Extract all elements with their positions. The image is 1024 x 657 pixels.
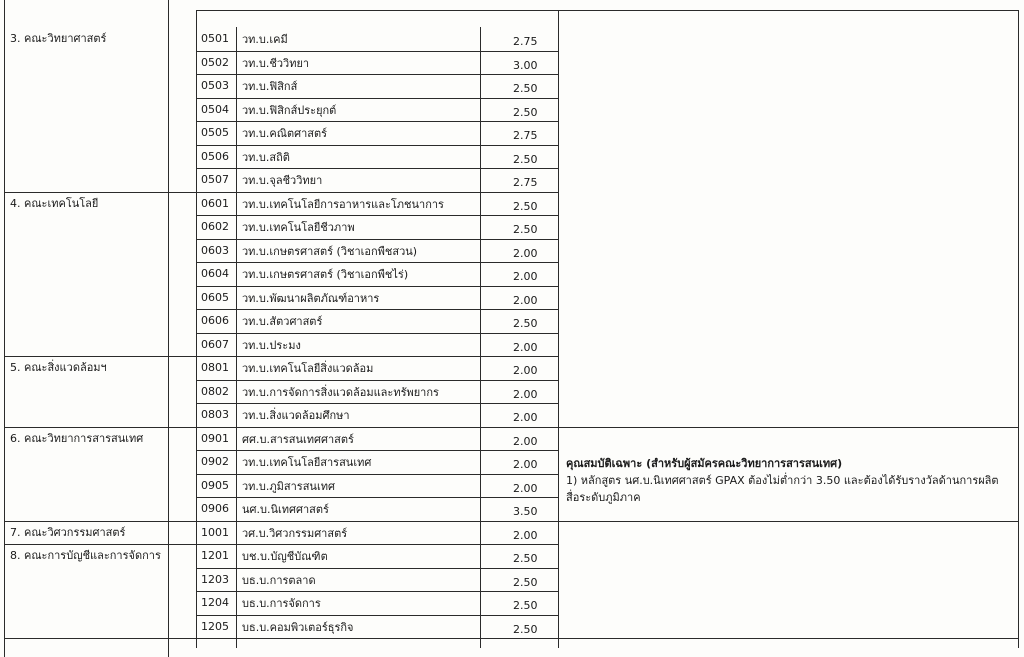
- program-gpax: 2.50: [513, 575, 538, 589]
- row-rule: [196, 380, 558, 381]
- program-gpax: 2.00: [513, 364, 538, 377]
- column-rule-code-left: [196, 10, 197, 648]
- row-rule: [196, 215, 558, 216]
- program-name: บธ.บ.การจัดการ: [242, 597, 321, 610]
- program-name: วท.บ.ชีววิทยา: [242, 56, 310, 70]
- row-rule: [196, 74, 558, 75]
- program-gpax: 3.50: [513, 505, 538, 518]
- table-bottom-rule: [558, 638, 1018, 639]
- program-gpax: 2.75: [513, 35, 538, 48]
- program-name: วท.บ.เกษตรศาสตร์ (วิชาเอกพืชสวน): [242, 244, 418, 258]
- program-name: วท.บ.เทคโนโลยีการอาหารและโภชนาการ: [242, 197, 444, 211]
- program-code: 0601: [201, 196, 229, 210]
- special-note-body: 1) หลักสูตร นศ.บ.นิเทศศาสตร์ GPAX ต้องไม่ต่ำกว่า 3.50 และต้องได้รับรางวัลด้านการผลิตสื่อระดับภูมิภาค: [566, 474, 999, 504]
- program-gpax: 2.50: [513, 622, 538, 636]
- row-rule: [196, 145, 558, 146]
- program-code: 0503: [201, 79, 229, 92]
- program-gpax: 2.00: [513, 293, 538, 307]
- faculty-name: 3. คณะวิทยาศาสตร์: [10, 32, 107, 45]
- row-rule: [196, 262, 558, 263]
- program-code: 0502: [201, 55, 229, 69]
- column-rule-gpax-right: [558, 10, 559, 648]
- row-rule: [196, 450, 558, 451]
- row-rule: [196, 51, 558, 52]
- program-code: 1203: [201, 572, 229, 586]
- program-name: วท.บ.ฟิสิกส์ประยุกต์: [242, 103, 337, 117]
- row-rule: [196, 168, 558, 169]
- program-code: 0505: [201, 126, 229, 139]
- program-code: 0905: [201, 478, 229, 492]
- program-gpax: 2.50: [513, 599, 538, 612]
- program-code: 1205: [201, 619, 229, 633]
- program-name: วท.บ.ประมง: [242, 338, 301, 352]
- program-name: วท.บ.เทคโนโลยีชีวภาพ: [242, 221, 355, 234]
- program-gpax: 2.50: [513, 82, 538, 95]
- program-code: 0906: [201, 502, 229, 515]
- program-name: วท.บ.เคมี: [242, 33, 288, 46]
- program-code: 0507: [201, 173, 229, 186]
- row-rule: [196, 568, 558, 569]
- program-gpax: 2.00: [513, 481, 538, 495]
- program-name: วท.บ.จุลชีววิทยา: [242, 174, 323, 187]
- row-rule: [4, 544, 558, 545]
- row-rule: [196, 497, 558, 498]
- program-gpax: 2.50: [513, 199, 538, 213]
- row-rule: [196, 333, 558, 334]
- row-rule: [4, 192, 558, 193]
- program-name: วท.บ.สิ่งแวดล้อมศึกษา: [242, 409, 350, 422]
- row-rule: [196, 309, 558, 310]
- program-name: วท.บ.สัตวศาสตร์: [242, 315, 323, 328]
- program-code: 0603: [201, 243, 229, 257]
- program-code: 1201: [201, 549, 229, 562]
- column-rule-left-margin: [4, 0, 5, 657]
- row-rule: [4, 521, 558, 522]
- row-rule: [196, 403, 558, 404]
- program-name: วท.บ.เกษตรศาสตร์ (วิชาเอกพืชไร่): [242, 268, 409, 281]
- program-gpax: 2.00: [513, 340, 538, 354]
- faculty-name: 8. คณะการบัญชีและการจัดการ: [10, 549, 161, 562]
- program-name: วท.บ.ภูมิสารสนเทศ: [242, 479, 335, 493]
- program-name: วท.บ.เทคโนโลยีสารสนเทศ: [242, 456, 372, 469]
- program-gpax: 2.75: [513, 176, 538, 189]
- column-rule-faculty: [168, 0, 169, 657]
- row-rule: [196, 239, 558, 240]
- program-gpax: 2.50: [513, 152, 538, 166]
- program-gpax: 2.50: [513, 317, 538, 330]
- row-rule: [196, 121, 558, 122]
- program-code: 0605: [201, 290, 229, 304]
- program-code: 0604: [201, 267, 229, 280]
- table-top-rule: [196, 10, 1018, 11]
- program-name: บช.บ.บัญชีบัณฑิต: [242, 550, 328, 563]
- program-code: 0606: [201, 314, 229, 327]
- faculty-name: 5. คณะสิ่งแวดล้อมฯ: [10, 361, 107, 374]
- row-rule: [196, 591, 558, 592]
- program-gpax: 2.75: [513, 129, 538, 142]
- row-rule: [4, 356, 558, 357]
- program-code: 0602: [201, 220, 229, 233]
- program-gpax: 2.00: [513, 270, 538, 283]
- program-gpax: 2.00: [513, 411, 538, 424]
- program-gpax: 2.00: [513, 528, 538, 542]
- row-rule: [196, 615, 558, 616]
- program-name: บธ.บ.คอมพิวเตอร์ธุรกิจ: [242, 620, 354, 634]
- program-code: 0901: [201, 431, 229, 445]
- program-gpax: 2.50: [513, 552, 538, 565]
- program-name: บธ.บ.การตลาด: [242, 573, 316, 587]
- program-code: 0607: [201, 337, 229, 351]
- row-rule: [4, 427, 558, 428]
- program-name: วท.บ.สถิติ: [242, 150, 290, 164]
- row-rule: [196, 98, 558, 99]
- program-name: วท.บ.เทคโนโลยีสิ่งแวดล้อม: [242, 362, 374, 375]
- faculty-name: 4. คณะเทคโนโลยี: [10, 196, 99, 210]
- program-name: วท.บ.ฟิสิกส์: [242, 80, 298, 93]
- program-gpax: 2.00: [513, 434, 538, 448]
- program-code: 0504: [201, 102, 229, 116]
- program-code: 0902: [201, 455, 229, 468]
- faculty-name: 7. คณะวิศวกรรมศาสตร์: [10, 525, 126, 539]
- program-gpax: 2.00: [513, 387, 538, 401]
- program-gpax: 2.50: [513, 105, 538, 119]
- program-code: 0802: [201, 384, 229, 398]
- program-name: นศ.บ.นิเทศศาสตร์: [242, 503, 329, 516]
- faculty-name: 6. คณะวิทยาการสารสนเทศ: [10, 431, 144, 445]
- program-gpax: 3.00: [513, 58, 538, 72]
- row-rule: [196, 474, 558, 475]
- program-name: วท.บ.พัฒนาผลิตภัณฑ์อาหาร: [242, 291, 380, 305]
- program-code: 0501: [201, 32, 229, 45]
- program-gpax: 2.50: [513, 223, 538, 236]
- program-gpax: 2.00: [513, 458, 538, 471]
- program-code: 1204: [201, 596, 229, 609]
- column-rule-note-right: [1018, 10, 1019, 648]
- program-code: 0803: [201, 408, 229, 421]
- row-rule: [4, 638, 558, 639]
- special-note-heading: คุณสมบัติเฉพาะ (สำหรับผู้สมัครคณะวิทยาการสารสนเทศ): [566, 457, 843, 470]
- program-gpax: 2.00: [513, 246, 538, 260]
- program-code: 0506: [201, 149, 229, 163]
- special-qualification-note: [566, 455, 1006, 506]
- program-name: วท.บ.การจัดการสิ่งแวดล้อมและทรัพยากร: [242, 385, 439, 399]
- program-code: 1001: [201, 525, 229, 539]
- program-name: วท.บ.คณิตศาสตร์: [242, 127, 328, 140]
- program-name: วศ.บ.วิศวกรรมศาสตร์: [242, 526, 348, 540]
- program-name: ศศ.บ.สารสนเทศศาสตร์: [242, 432, 354, 446]
- note-cell-rule: [558, 427, 1018, 428]
- row-rule: [196, 286, 558, 287]
- program-code: 0801: [201, 361, 229, 374]
- note-cell-rule: [558, 521, 1018, 522]
